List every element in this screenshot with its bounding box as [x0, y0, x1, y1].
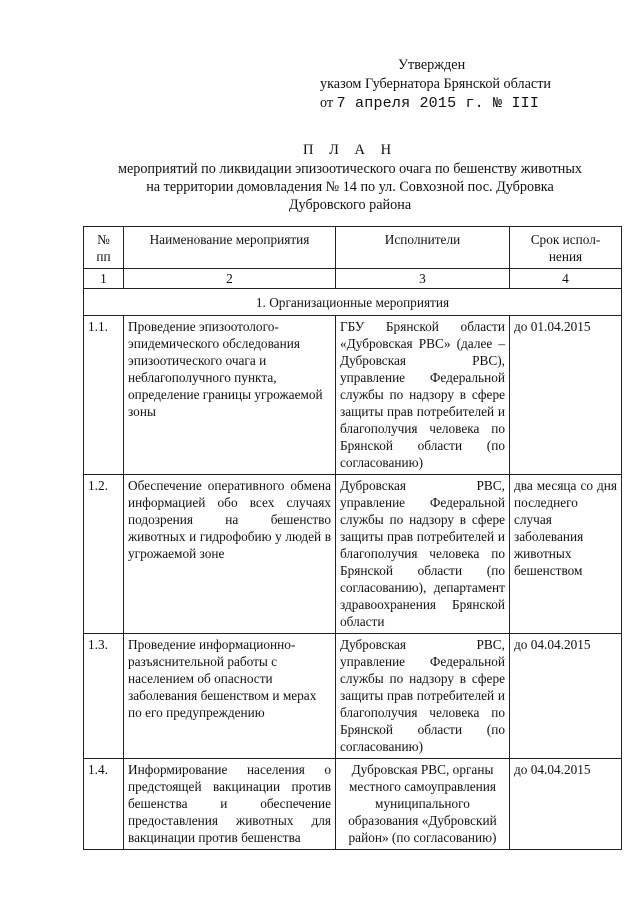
- table-row: [84, 316, 622, 475]
- row-deadline: до 04.04.2015: [510, 634, 622, 759]
- row-name: Обеспечение оперативного обмена информацией обо всех случаях подозрения на бешенство животных и гидрофобию у людей в угрожаемой зоне: [124, 475, 336, 634]
- heading-line-1: мероприятий по ликвидации эпизоотического очага по бешенству животных: [117, 161, 583, 177]
- section-row: [84, 289, 622, 316]
- header-deadline: Срок испол-нения: [510, 227, 622, 269]
- row-num: 1.1.: [84, 316, 124, 475]
- row-name: Информирование населения о предстоящей вакцинации против бешенства и обеспечение предоставления животных для вакцинации против бешенства: [124, 759, 336, 850]
- table-header-row: [84, 227, 622, 269]
- measures-table: [83, 226, 622, 850]
- document-heading: [60, 141, 640, 214]
- heading-line-2: на территории домовладения № 14 по ул. Совхозной пос. Дубровка: [146, 179, 554, 195]
- index-cell-1: 1: [84, 269, 124, 289]
- section-title: 1. Организационные мероприятия: [84, 289, 622, 316]
- table-row: [84, 475, 622, 634]
- row-name: Проведение информационно-разъяснительной работы с населением об опасности заболевания бешенством и мерах по его предупреждению: [124, 634, 336, 759]
- table-row: [84, 634, 622, 759]
- row-num: 1.2.: [84, 475, 124, 634]
- row-num: 1.4.: [84, 759, 124, 850]
- row-deadline: до 04.04.2015: [510, 759, 622, 850]
- header-executors: Исполнители: [336, 227, 510, 269]
- table-index-row: [84, 269, 622, 289]
- header-num: № пп: [84, 227, 124, 269]
- approval-line-approved: Утвержден: [398, 57, 466, 73]
- row-name: Проведение эпизоотолого-эпидемического обследования эпизоотического очага и неблагополучного пункта, определение границы угрожаемой зоны: [124, 316, 336, 475]
- index-cell-3: 3: [336, 269, 510, 289]
- index-cell-4: 4: [510, 269, 622, 289]
- index-cell-2: 2: [124, 269, 336, 289]
- table-row: [84, 759, 622, 850]
- row-deadline: два месяца со дня последнего случая заболевания животных бешенством: [510, 475, 622, 634]
- approval-date-typed: 7 апреля 2015 г. № III: [336, 95, 540, 112]
- approval-block: [320, 56, 551, 113]
- approval-line-decree: указом Губернатора Брянской области: [320, 76, 551, 92]
- row-executors: ГБУ Брянской области «Дубровская РВС» (далее – Дубровская РВС), управление Федеральной службы по надзору в сфере защиты прав потребителей и благополучия человека по Брянской области (по согласованию): [336, 316, 510, 475]
- row-executors: Дубровская РВС, управление Федеральной службы по надзору в сфере защиты прав потребителей и благополучия человека по Брянской области (по согласованию), департамент здравоохранения Брянской области: [336, 475, 510, 634]
- approval-date-prefix: от: [320, 95, 337, 111]
- heading-line-3: Дубровского района: [288, 197, 412, 213]
- row-executors: Дубровская РВС, органы местного самоуправления муниципального образования «Дубровский район» (по согласованию): [336, 759, 510, 850]
- row-executors: Дубровская РВС, управление Федеральной службы по надзору в сфере защиты прав потребителей и благополучия человека по Брянской области (по согласованию): [336, 634, 510, 759]
- approval-line-date: [320, 94, 551, 113]
- row-num: 1.3.: [84, 634, 124, 759]
- row-deadline: до 01.04.2015: [510, 316, 622, 475]
- header-name: Наименование мероприятия: [124, 227, 336, 269]
- document-title: П Л А Н: [302, 142, 398, 158]
